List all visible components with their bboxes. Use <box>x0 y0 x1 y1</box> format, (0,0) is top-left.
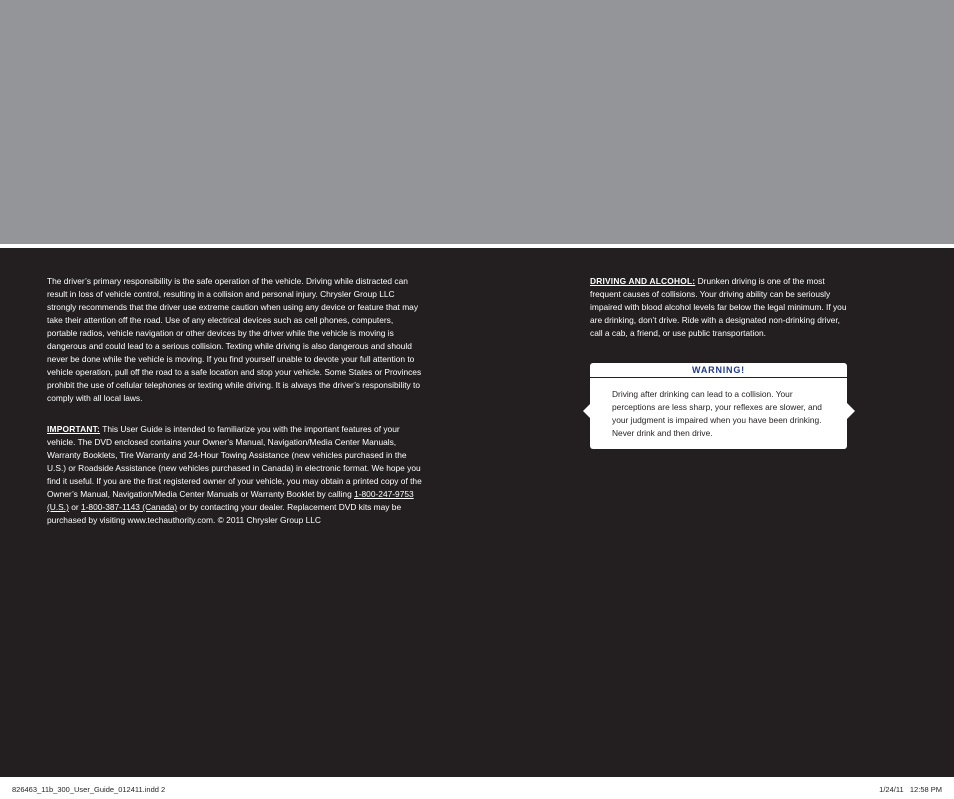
warning-box <box>590 363 847 449</box>
driving-alcohol-paragraph <box>590 275 848 340</box>
important-text-1: This User Guide is intended to familiarize you with the important features of your vehicle. The DVD enclosed contains your Owner’s Manual, Navigation/Media Center Manuals, Warranty Booklets, Tire Warranty and 24-Hour Towing Assistance (new vehicles purchased in the U.S.) or Roadside Assistance (new vehicles purchased in Canada) in electronic format. We hope you find it useful. If you are the first registered owner of your vehicle, you may obtain a printed copy of the Owner’s Manual, Navigation/Media Center Manuals or Warranty Booklet by calling <box>47 424 422 499</box>
file-slug: 826463_11b_300_User_Guide_012411.indd 2 <box>12 785 166 794</box>
warning-text: Driving after drinking can lead to a collision. Your perceptions are less sharp, your reflexes are slower, and your judgment is impaired when you have been drinking. Never drink and then drive. <box>612 389 822 438</box>
driving-alcohol-text: Drunken driving is one of the most frequent causes of collisions. Your driving ability can be seriously impaired with blood alcohol levels far below the legal minimum. If you are drinking, don’t drive. Ride with a designated non-drinking driver, call a cab, a friend, or use public transportation. <box>590 276 847 338</box>
header-band <box>0 0 954 244</box>
phone-canada: 1-800-387-1143 (Canada) <box>80 502 178 512</box>
important-text-2: or by contacting your dealer. Replacement DVD kits may be purchased by visiting www.techauthority.com. © 2011 Chrysler Group LLC <box>47 502 402 525</box>
warning-box-right-notch <box>847 403 855 419</box>
driving-alcohol-label: DRIVING AND ALCOHOL: <box>590 276 696 286</box>
left-column <box>47 275 423 527</box>
phone-us: 1-800-247-9753 (U.S.) <box>47 489 414 512</box>
distracted-driving-paragraph: The driver’s primary responsibility is the safe operation of the vehicle. Driving while distracted can result in loss of vehicle control, resulting in a collision and personal injury. Chrysler Group LLC strongly recommends that the driver use extreme caution when using any device or feature that may take their attention off the road. Use of any electrical devices such as cell phones, computers, portable radios, vehicle navigation or other devices by the driver while the vehicle is moving is dangerous and could lead to a serious collision. Texting while driving is also dangerous and should never be done while the vehicle is moving. If you find yourself unable to devote your full attention to vehicle operation, pull off the road to a safe location and stop your vehicle. Some States or Provinces prohibit the use of cellular telephones or texting while driving. It is always the driver’s responsibility to comply with all local laws. <box>47 276 422 403</box>
important-paragraph <box>47 423 423 527</box>
important-label: IMPORTANT: <box>47 424 101 434</box>
or-text: or <box>68 502 81 512</box>
date-slug: 1/24/11 12:58 PM <box>879 785 942 794</box>
warning-heading: WARNING! <box>590 363 847 378</box>
right-column <box>590 275 848 340</box>
